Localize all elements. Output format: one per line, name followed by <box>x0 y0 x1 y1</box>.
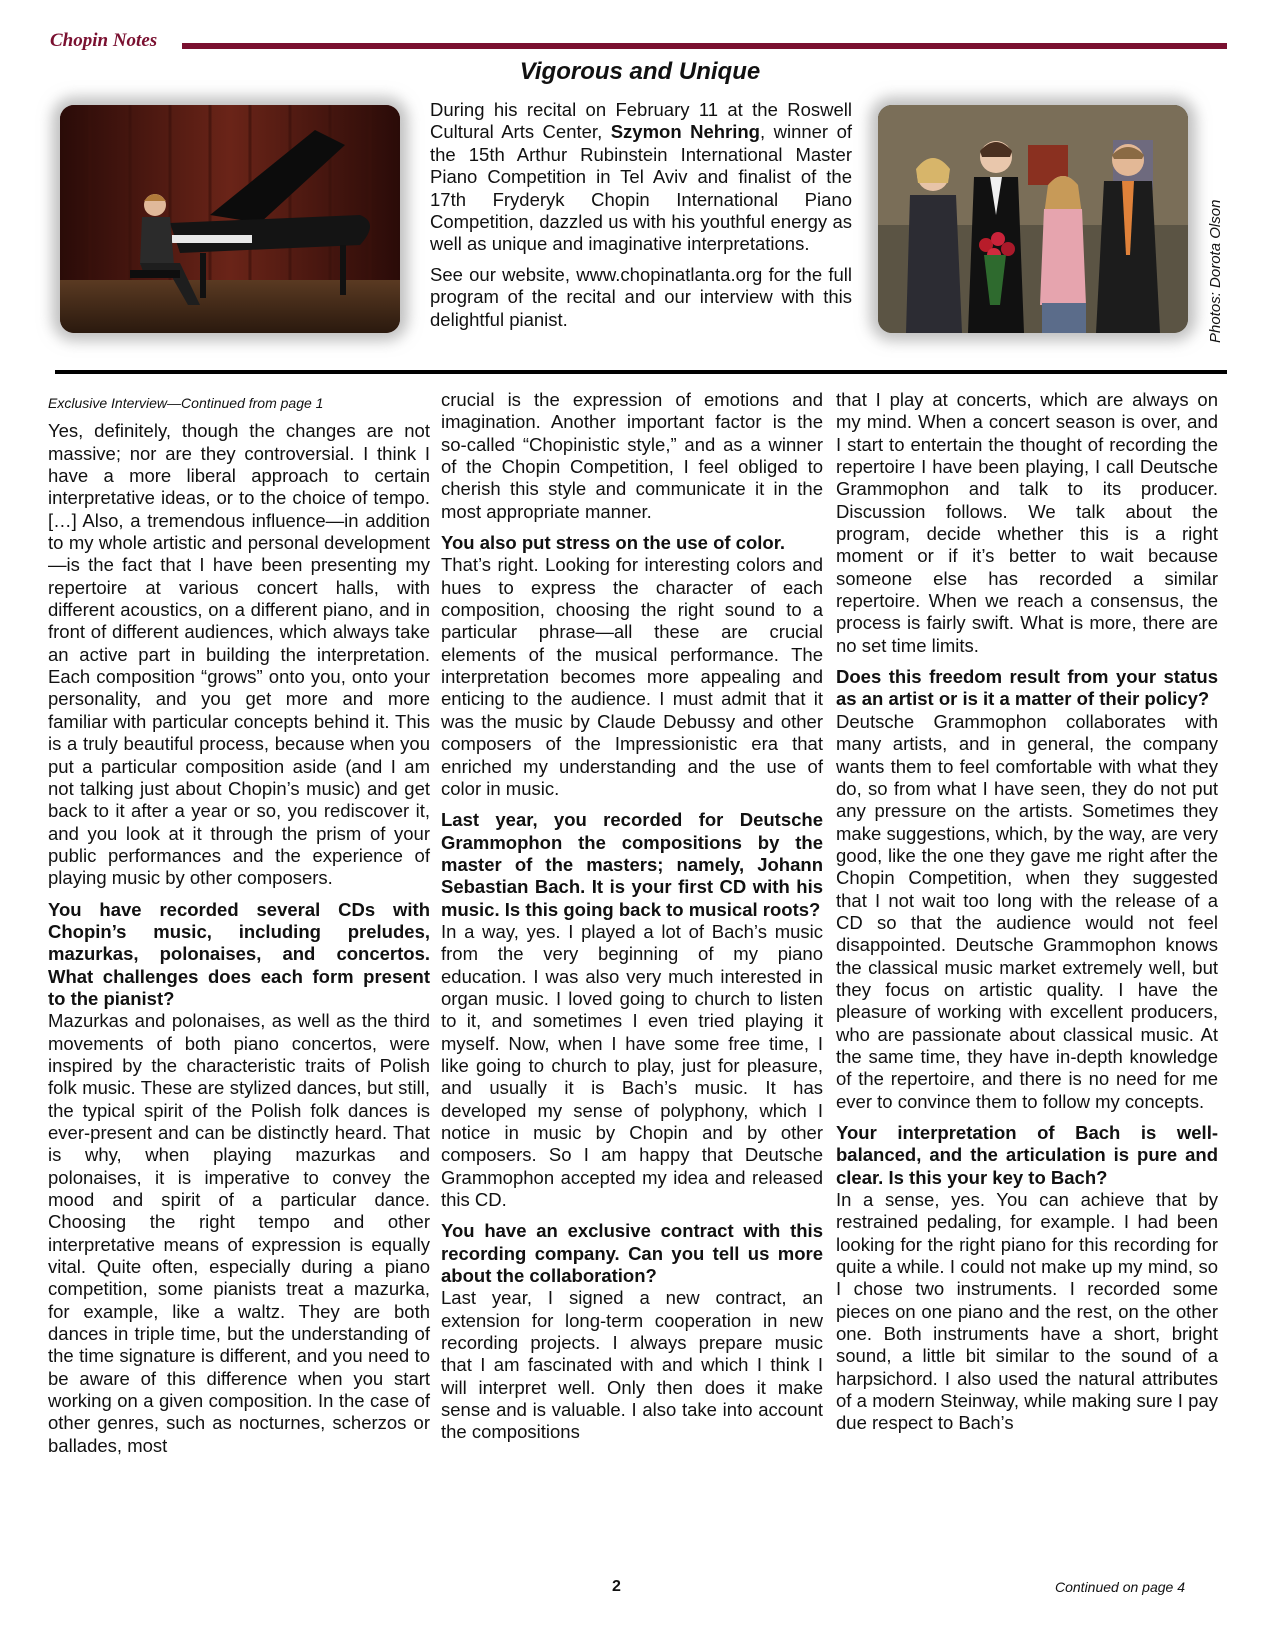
question-heading: Your interpretation of Bach is well-balanced, and the articulation is pure and clear. Is this your key to Bach? <box>836 1122 1218 1188</box>
question-heading: Does this freedom result from your status as an artist or is it a matter of their policy? <box>836 666 1218 710</box>
pianist-name: Szymon Nehring <box>610 121 760 143</box>
answer-paragraph: Yes, definitely, though the changes are not massive; nor are they controversial. I think I have a more liberal approach to certain interpretative ideas, or to the choice of tempo. […] Also, a tremendous influence—in addition to my whole artistic and personal development—is the fact that I have been presenting my repertoire at various concert halls, with different acoustics, on a different piano, and in front of different audiences, which always take an active part in building the interpretation. Each composition “grows” onto you, onto your personality, and you get more and more familiar with particular concepts behind it. This is a truly beautiful process, because when you put a particular composition aside (and I am not talking just about Chopin’s music) and get back to it after a year or so, you rediscover it, and you look at it through the prism of your public performances and the experience of playing music by other composers. <box>48 420 430 889</box>
question-heading: Last year, you recorded for Deutsche Grammophon the compositions by the master of the masters; namely, Johann Sebastian Bach. It is your first CD with his music. Is this going back to musical roots? <box>441 809 823 920</box>
intro-text-1: During his recital on February 11 at the Roswell Cultural Arts Center, <box>430 99 852 143</box>
pianist-stage-photo <box>60 105 400 333</box>
continued-link[interactable]: Continued on page 4 <box>1055 1579 1185 1595</box>
photo-credit: Photos: Dorota Olson <box>1207 199 1224 343</box>
section-divider <box>55 370 1227 374</box>
column-2 <box>441 389 823 1453</box>
answer-paragraph: In a way, yes. I played a lot of Bach’s music from the very beginning of my piano education. I was also very much interested in organ music. I loved going to church to listen to it, and sometimes I even tried playing it myself. Now, when I have some free time, I like going to church to play, just for pleasure, and usually it is Bach’s music. It has developed my sense of polyphony, which I notice in music by Chopin and by other composers. So I am happy that Deutsche Grammophon accepted my idea and released this CD. <box>441 920 823 1211</box>
answer-paragraph: crucial is the expression of emotions and imagination. Another important factor is the so-called “Chopinistic style,” and as a winner of the Chopin Competition, I feel obliged to cherish this style and communicate it in the most appropriate manner. <box>441 389 823 522</box>
intro-text <box>430 99 852 339</box>
article-headline: Vigorous and Unique <box>519 58 761 85</box>
question-heading: You have recorded several CDs with Chopin’s music, including preludes, mazurkas, polonaises, and concertos. What challenges does each form present to the pianist? <box>48 898 430 1009</box>
intro-paragraph <box>430 99 852 256</box>
question-heading: You also put stress on the use of color. <box>441 532 786 554</box>
page-number: 2 <box>612 1578 621 1595</box>
publication-title: Chopin Notes <box>50 30 158 51</box>
answer-paragraph: Deutsche Grammophon collaborates with many artists, and in general, the company wants them to feel comfortable with what they do, so from what I have seen, they do not put any pressure on the artists. Sometimes they make suggestions, which, by the way, are very good, like the one they gave me right after the Chopin Competition, when they suggested that I not wait too long with the release of a CD so that the audience would not feel disappointed. Deutsche Grammophon knows the classical music market extremely well, but they focus on artistic quality. I have the pleasure of working with excellent producers, who are passionate about classical music. At the same time, they have in-depth knowledge of the repertoire, and there is no need for me ever to convince them to follow my concepts. <box>836 710 1218 1112</box>
answer-paragraph: Last year, I signed a new contract, an extension for long-term cooperation in new recording projects. I always prepare music that I am fascinated with and which I think I will interpret well. Only then does it make sense and is valuable. I also take into account the compositions <box>441 1287 823 1443</box>
column-3 <box>836 389 1218 1444</box>
continuation-kicker: Exclusive Interview—Continued from page 1 <box>48 395 324 411</box>
website-paragraph: See our website, www.chopinatlanta.org for the full program of the recital and our interview with this delightful pianist. <box>430 263 852 330</box>
group-photo <box>878 105 1188 333</box>
answer-paragraph: In a sense, yes. You can achieve that by restrained pedaling, for example. I had been looking for the right piano for this recording for quite a while. I could not make up my mind, so I chose two instruments. I recorded some pieces on one piano and the rest, on the other one. Both instruments have a short, bright sound, a little bit similar to the sound of a harpsichord. I also used the natural attributes of a modern Steinway, while making sure I pay due respect to Bach’s <box>836 1189 1218 1434</box>
question-heading: You have an exclusive contract with this recording company. Can you tell us more about the collaboration? <box>441 1220 823 1287</box>
answer-paragraph: Mazurkas and polonaises, as well as the third movements of both piano concertos, were inspired by the characteristic traits of Polish folk music. These are stylized dances, but still, the typical spirit of the Polish folk dances is ever-present and can be distinctly heard. That is why, when playing mazurkas and polonaises, it is imperative to convey the mood and spirit of a particular dance. Choosing the right tempo and other interpretative means of expression is equally vital. Quite often, especially during a piano competition, some pianists treat a mazurka, for example, like a waltz. They are both dances in triple time, but the understanding of the time signature is different, and you need to be aware of this difference when you start working on a given composition. In the case of other genres, such as nocturnes, scherzos or ballades, most <box>48 1010 430 1456</box>
answer-paragraph: That’s right. Looking for interesting colors and hues to express the character of each composition, choosing the right sound to a particular phrase—all these are crucial elements of the musical performance. The interpretation becomes more appealing and enticing to the audience. I must admit that it was the music by Claude Debussy and other composers of the Impressionistic era that enriched my understanding and the use of color in music. <box>441 554 823 799</box>
intro-text-2: , winner of the 15th Arthur Rubinstein International Master Piano Competition in Tel Aviv and finalist of the 17th Fryderyk Chopin International Piano Competition, dazzled us with his youthful energy as well as unique and imaginative interpretations. <box>430 121 852 255</box>
header-rule <box>182 43 1227 49</box>
column-1 <box>48 392 430 1466</box>
answer-paragraph: that I play at concerts, which are always on my mind. When a concert season is over, and I start to entertain the thought of recording the repertoire I have been playing, I call Deutsche Grammophon and talk to its producer. Discussion follows. We talk about the program, decide whether this is a right moment or if it’s better to wait because someone else has recorded a similar repertoire. When we reach a consensus, the process is fairly swift. What is more, there are no set time limits. <box>836 389 1218 656</box>
